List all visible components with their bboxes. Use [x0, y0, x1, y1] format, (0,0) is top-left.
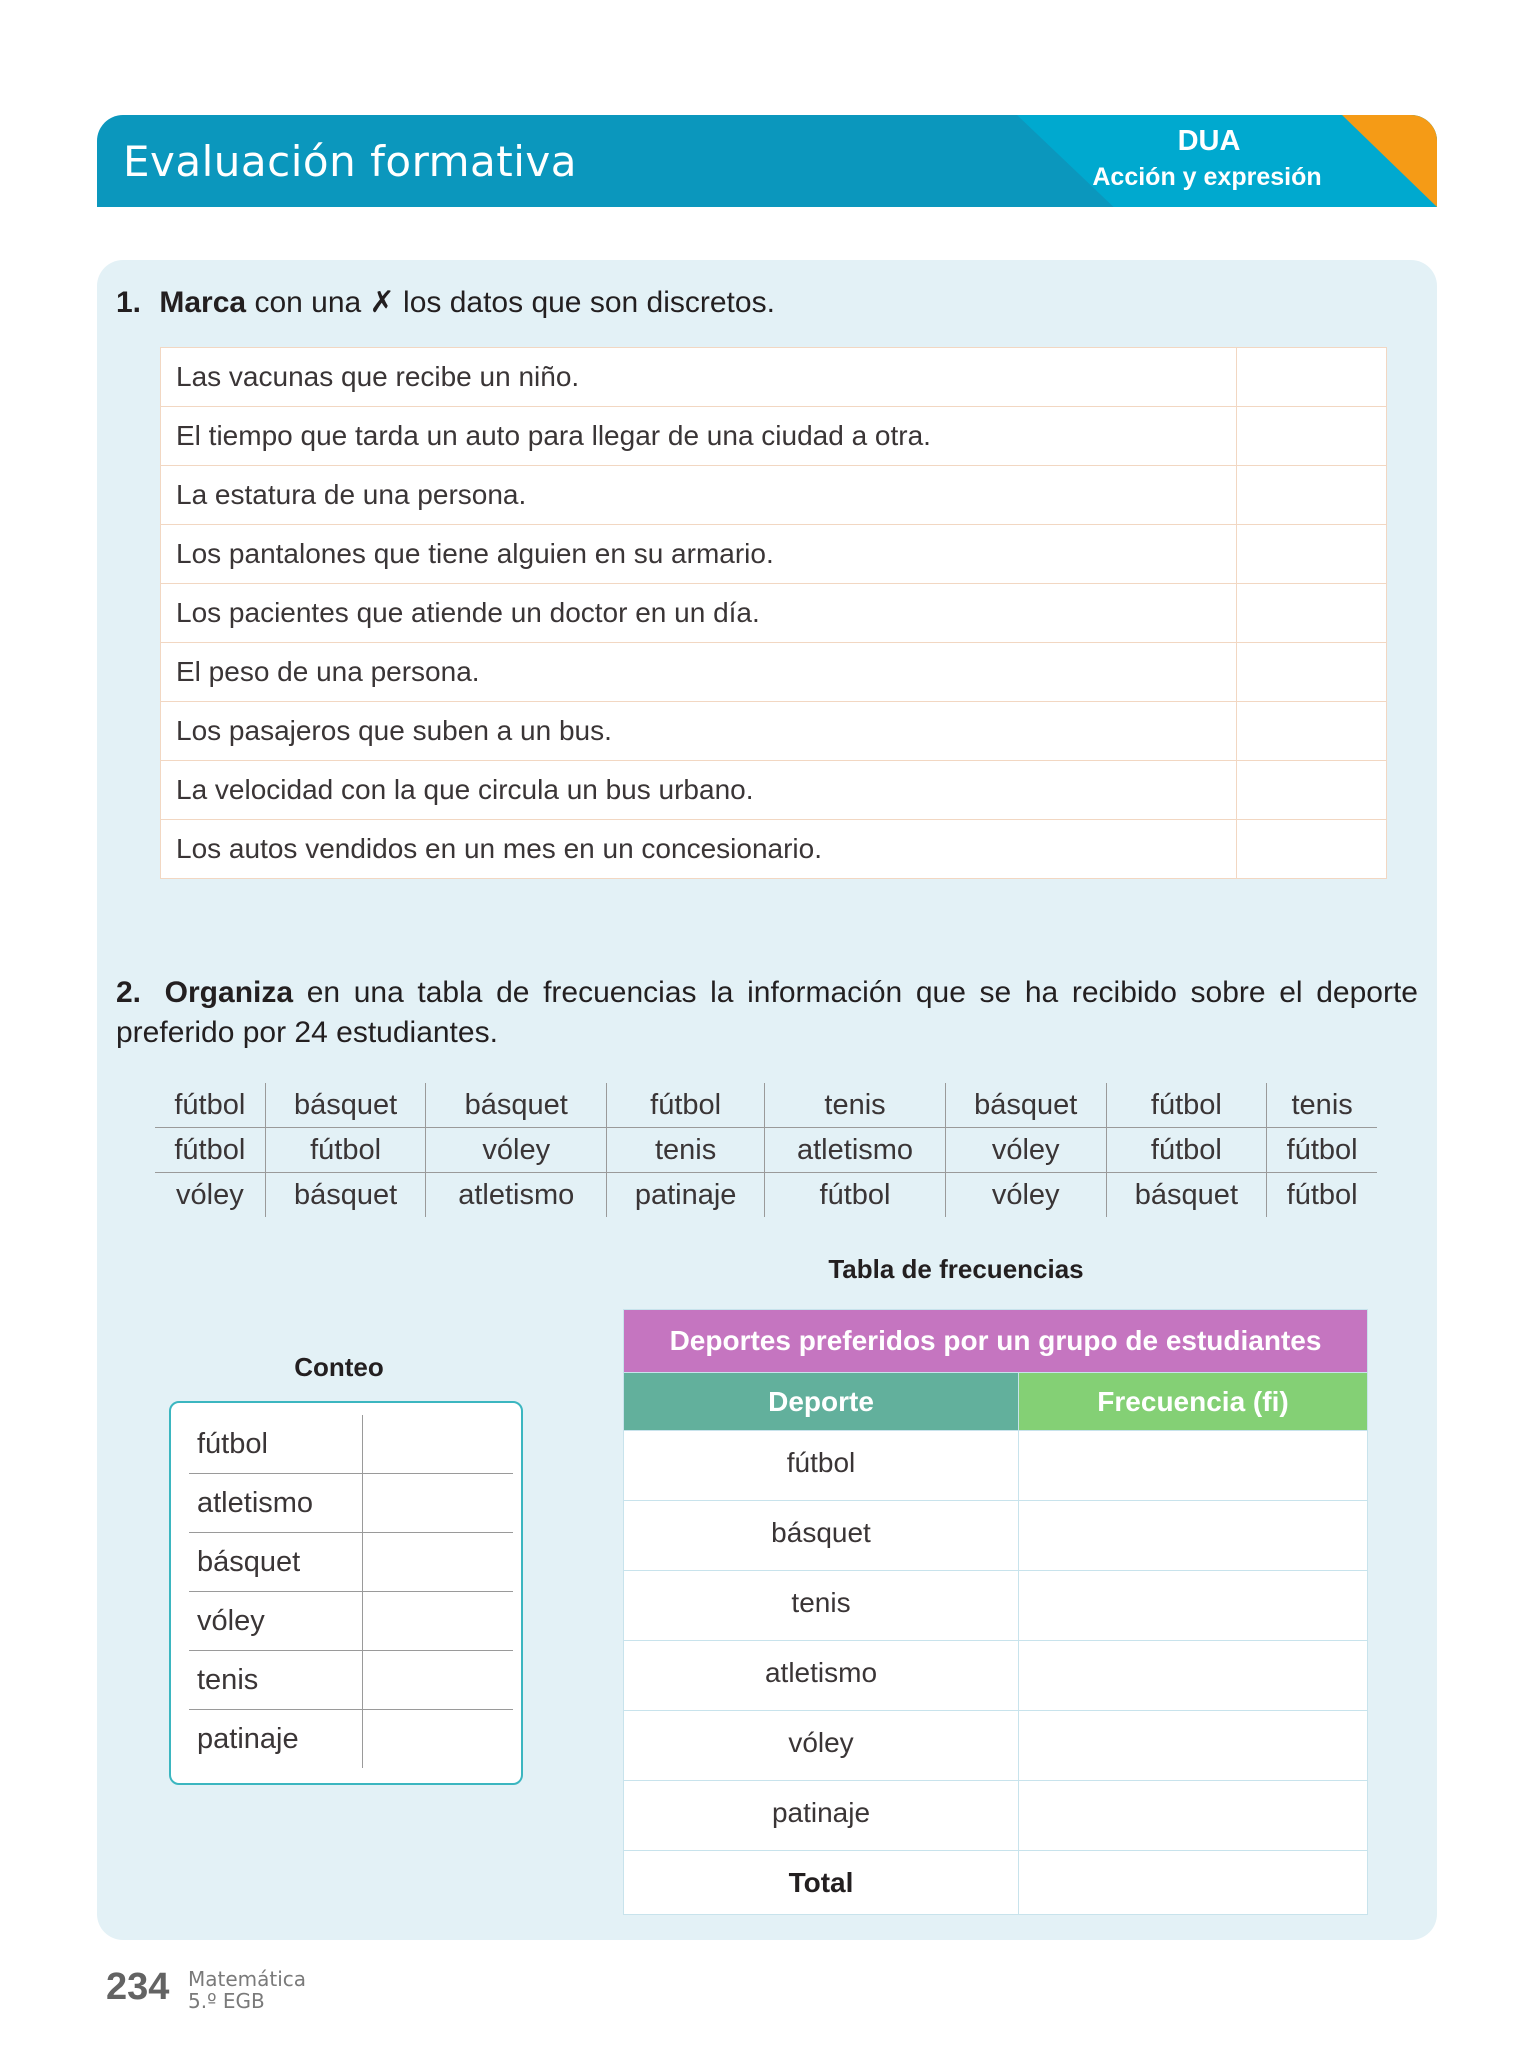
survey-cell: vóley	[945, 1173, 1106, 1218]
frequency-table-title: Deportes preferidos por un grupo de estudiantes	[624, 1310, 1368, 1373]
survey-cell: fútbol	[1267, 1128, 1377, 1173]
survey-cell: tenis	[1267, 1083, 1377, 1128]
table-row	[155, 1083, 1377, 1128]
tally-row	[189, 1415, 513, 1474]
sport-name: tenis	[624, 1571, 1019, 1641]
tally-row	[189, 1533, 513, 1592]
tally-sport: patinaje	[189, 1710, 363, 1769]
subject-name: Matemática	[188, 1967, 307, 1991]
tally-table	[189, 1415, 513, 1768]
statement-text: Los pantalones que tiene alguien en su armario.	[161, 525, 1237, 584]
mark-checkbox-cell[interactable]	[1237, 584, 1387, 643]
tally-sport: atletismo	[189, 1474, 363, 1533]
survey-cell: fútbol	[1106, 1128, 1267, 1173]
frequency-cell[interactable]	[1019, 1431, 1368, 1501]
survey-cell: básquet	[1106, 1173, 1267, 1218]
list-item	[161, 702, 1387, 761]
total-row	[624, 1851, 1368, 1915]
table-row	[624, 1571, 1368, 1641]
frequency-cell[interactable]	[1019, 1571, 1368, 1641]
mark-checkbox-cell[interactable]	[1237, 525, 1387, 584]
question-text: los datos que son discretos.	[403, 286, 775, 319]
survey-cell: fútbol	[607, 1083, 765, 1128]
survey-cell: básquet	[945, 1083, 1106, 1128]
sport-name: atletismo	[624, 1641, 1019, 1711]
table-row	[624, 1781, 1368, 1851]
statement-text: Los pasajeros que suben a un bus.	[161, 702, 1237, 761]
tally-cell[interactable]	[363, 1415, 514, 1474]
tally-sport: fútbol	[189, 1415, 363, 1474]
mark-checkbox-cell[interactable]	[1237, 466, 1387, 525]
mark-checkbox-cell[interactable]	[1237, 761, 1387, 820]
sport-name: fútbol	[624, 1431, 1019, 1501]
survey-cell: vóley	[945, 1128, 1106, 1173]
sport-name: básquet	[624, 1501, 1019, 1571]
tally-row	[189, 1651, 513, 1710]
page-number: 234	[106, 1966, 170, 2008]
survey-cell: básquet	[265, 1173, 426, 1218]
section-header-banner	[97, 115, 1437, 207]
question-text: con una	[254, 286, 362, 319]
tally-cell[interactable]	[363, 1710, 514, 1769]
survey-cell: fútbol	[155, 1128, 265, 1173]
mark-checkbox-cell[interactable]	[1237, 702, 1387, 761]
page-title: Evaluación formativa	[123, 137, 577, 186]
list-item	[161, 466, 1387, 525]
statement-text: El tiempo que tarda un auto para llegar de una ciudad a otra.	[161, 407, 1237, 466]
grade-level: 5.º EGB	[188, 1989, 265, 2013]
survey-cell: tenis	[765, 1083, 946, 1128]
question-verb: Marca	[159, 286, 247, 319]
list-item	[161, 407, 1387, 466]
total-value-cell[interactable]	[1019, 1851, 1368, 1915]
survey-cell: fútbol	[265, 1128, 426, 1173]
survey-cell: tenis	[607, 1128, 765, 1173]
list-item	[161, 584, 1387, 643]
table-row	[624, 1711, 1368, 1781]
survey-cell: básquet	[426, 1083, 607, 1128]
survey-cell: fútbol	[765, 1173, 946, 1218]
table-row	[155, 1128, 1377, 1173]
frequency-cell[interactable]	[1019, 1781, 1368, 1851]
tally-row	[189, 1474, 513, 1533]
list-item	[161, 525, 1387, 584]
survey-cell: fútbol	[174, 1088, 246, 1121]
footer-subject	[188, 1968, 306, 2012]
question-text: en una tabla de frecuencias la información que se ha recibido sobre el deporte preferido por 24 estudiantes.	[116, 976, 1418, 1049]
tally-cell[interactable]	[363, 1533, 514, 1592]
frequency-table	[623, 1309, 1368, 1915]
question-2-heading	[116, 973, 1418, 1053]
x-mark-icon: ✗	[369, 286, 395, 319]
mark-checkbox-cell[interactable]	[1237, 820, 1387, 879]
dua-badge-title: DUA	[1177, 125, 1241, 157]
discrete-data-table	[160, 347, 1387, 879]
question-number: 1.	[116, 286, 142, 319]
list-item	[161, 761, 1387, 820]
list-item	[161, 643, 1387, 702]
table-row	[624, 1641, 1368, 1711]
mark-checkbox-cell[interactable]	[1237, 643, 1387, 702]
table-row	[155, 1173, 1377, 1218]
dua-badge-subtitle: Acción y expresión	[1092, 163, 1322, 191]
conteo-label: Conteo	[294, 1352, 384, 1382]
total-label: Total	[624, 1851, 1019, 1915]
survey-cell: patinaje	[607, 1173, 765, 1218]
survey-cell: atletismo	[426, 1173, 607, 1218]
statement-text: La velocidad con la que circula un bus urbano.	[161, 761, 1237, 820]
column-header-deporte: Deporte	[624, 1373, 1019, 1431]
survey-cell: básquet	[265, 1083, 426, 1128]
survey-cell: vóley	[426, 1128, 607, 1173]
statement-text: Las vacunas que recibe un niño.	[161, 348, 1237, 407]
tally-sport: básquet	[189, 1533, 363, 1592]
tally-cell[interactable]	[363, 1592, 514, 1651]
tally-sport: tenis	[189, 1651, 363, 1710]
sport-name: vóley	[624, 1711, 1019, 1781]
tally-row	[189, 1592, 513, 1651]
mark-checkbox-cell[interactable]	[1237, 407, 1387, 466]
survey-cell: atletismo	[765, 1128, 946, 1173]
statement-text: El peso de una persona.	[161, 643, 1237, 702]
tally-row	[189, 1710, 513, 1769]
statement-text: Los autos vendidos en un mes en un concesionario.	[161, 820, 1237, 879]
survey-cell: fútbol	[1267, 1173, 1377, 1218]
tally-cell[interactable]	[363, 1651, 514, 1710]
frequency-cell[interactable]	[1019, 1711, 1368, 1781]
question-number: 2.	[116, 976, 142, 1009]
tally-box	[169, 1401, 523, 1785]
frequency-cell[interactable]	[1019, 1501, 1368, 1571]
question-verb: Organiza	[164, 976, 294, 1009]
survey-cell: vóley	[155, 1173, 265, 1218]
question-1-heading	[116, 283, 775, 323]
sport-name: patinaje	[624, 1781, 1019, 1851]
survey-data-grid	[155, 1083, 1377, 1217]
statement-text: Los pacientes que atiende un doctor en un día.	[161, 584, 1237, 643]
list-item	[161, 348, 1387, 407]
frequency-cell[interactable]	[1019, 1641, 1368, 1711]
column-header-frecuencia: Frecuencia (fi)	[1019, 1373, 1368, 1431]
frequency-table-label: Tabla de frecuencias	[828, 1254, 1084, 1284]
list-item	[161, 820, 1387, 879]
tally-sport: vóley	[189, 1592, 363, 1651]
table-row	[624, 1501, 1368, 1571]
table-row	[624, 1431, 1368, 1501]
statement-text: La estatura de una persona.	[161, 466, 1237, 525]
tally-cell[interactable]	[363, 1474, 514, 1533]
mark-checkbox-cell[interactable]	[1237, 348, 1387, 407]
survey-cell: fútbol	[1106, 1083, 1267, 1128]
